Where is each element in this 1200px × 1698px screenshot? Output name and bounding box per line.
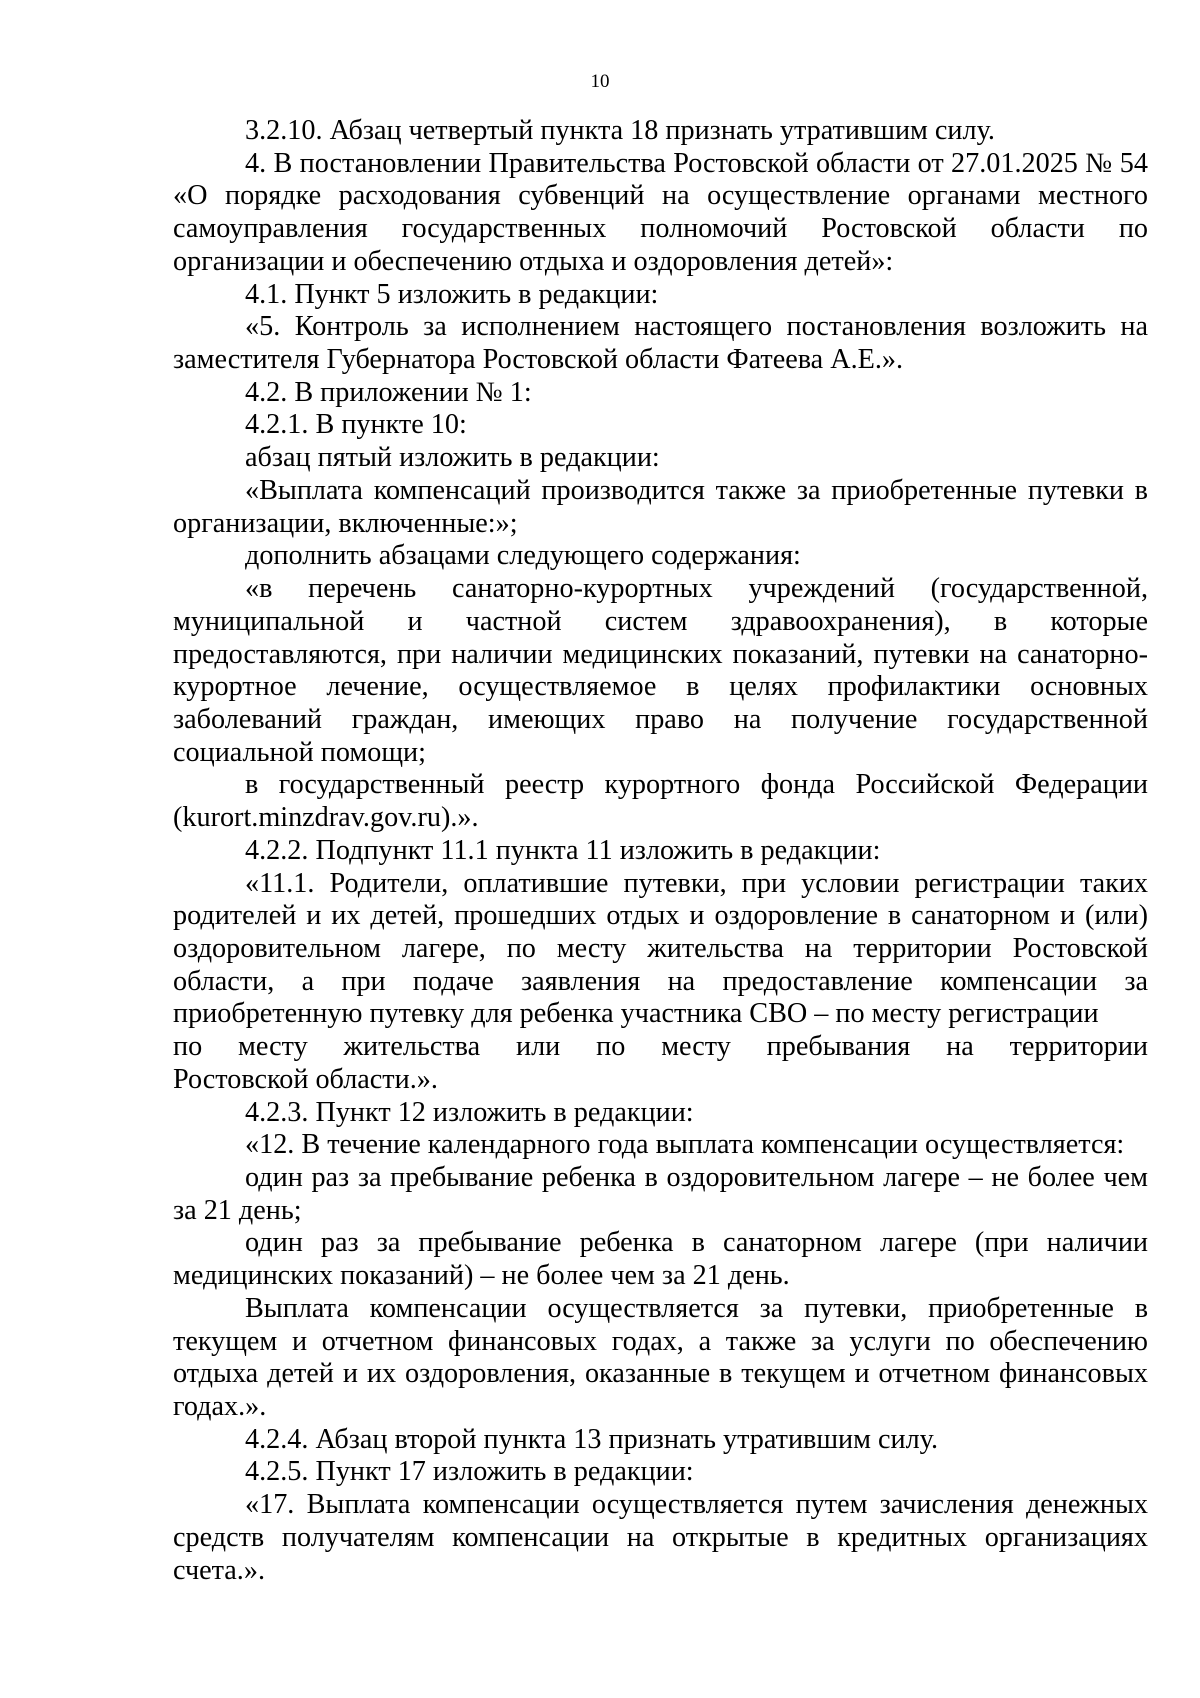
paragraph-supplement: дополнить абзацами следующего содержания: [245, 540, 801, 572]
paragraph-payment-terms: Выплата компенсации осуществляется за путевки, приобретенные в текущем и отчетном финансовых годах, а также за услуги по обеспечению отдыха детей и их оздоровления, оказанные в текущем и отчетном финансовых годах.». [173, 1292, 1148, 1423]
paragraph-sanatorium-list: «в перечень санаторно-курортных учреждений (государственной, муниципальной и частной систем здравоохранения), в которые предоставляются, при наличии медицинских показаний, путевки на санаторно-курортное лечение, осуществляемое в целях профилактики основных заболеваний граждан, имеющих право на получение государственной социальной помощи; [173, 573, 1148, 768]
paragraph-abzac-five: абзац пятый изложить в редакции: [245, 442, 660, 474]
paragraph-11-1-text: «11.1. Родители, оплатившие путевки, при условии регистрации таких родителей и их детей, прошедших отдых и оздоровление в санаторном и (или) оздоровительном лагере, по месту жительства на территории Ростовской области, а при подаче заявления на предоставление компенсации за приобретенную путевку для ребенка участника СВО – по месту регистрации [173, 867, 1148, 1030]
paragraph-4-2-4: 4.2.4. Абзац второй пункта 13 признать утратившим силу. [245, 1423, 938, 1455]
paragraph-4-2: 4.2. В приложении № 1: [245, 376, 532, 408]
paragraph-resort-registry: в государственный реестр курортного фонда Российской Федерации (kurort.minzdrav.gov.ru).». [173, 769, 1148, 834]
paragraph-4: 4. В постановлении Правительства Ростовской области от 27.01.2025 № 54 «О порядке расходования субвенций на осуществление органами местного самоуправления государственных полномочий Ростовской области по организации и обеспечению отдыха и оздоровления детей»: [173, 147, 1148, 277]
paragraph-3-2-10: 3.2.10. Абзац четвертый пункта 18 признать утратившим силу. [245, 115, 995, 146]
paragraph-4-2-1: 4.2.1. В пункте 10: [245, 409, 467, 441]
paragraph-4-2-5: 4.2.5. Пункт 17 изложить в редакции: [245, 1456, 694, 1488]
paragraph-sanatorium-camp: один раз за пребывание ребенка в санаторном лагере (при наличии медицинских показаний) – не более чем за 21 день. [173, 1227, 1148, 1292]
paragraph-item-5-text: «5. Контроль за исполнением настоящего постановления возложить на заместителя Губернатора Ростовской области Фатеева А.Е.». [173, 311, 1148, 376]
paragraph-11-1-end: Ростовской области.». [173, 1063, 438, 1095]
paragraph-11-1-continued: по месту жительства или по месту пребывания на территории [173, 1031, 1148, 1063]
paragraph-4-2-3: 4.2.3. Пункт 12 изложить в редакции: [245, 1096, 694, 1128]
paragraph-health-camp: один раз за пребывание ребенка в оздоровительном лагере – не более чем за 21 день; [173, 1162, 1148, 1226]
paragraph-compensation-quote: «Выплата компенсаций производится также за приобретенные путевки в организации, включенные:»; [173, 474, 1148, 539]
paragraph-12-text: «12. В течение календарного года выплата компенсации осуществляется: [245, 1129, 1125, 1161]
page-number: 10 [590, 71, 610, 92]
paragraph-4-1: 4.1. Пункт 5 изложить в редакции: [245, 278, 659, 310]
paragraph-17-text: «17. Выплата компенсации осуществляется путем зачисления денежных средств получателям компенсации на открытые в кредитных организациях счета.». [173, 1489, 1148, 1586]
document-body [173, 115, 1148, 1587]
paragraph-4-2-2: 4.2.2. Подпункт 11.1 пункта 11 изложить в редакции: [245, 834, 881, 866]
